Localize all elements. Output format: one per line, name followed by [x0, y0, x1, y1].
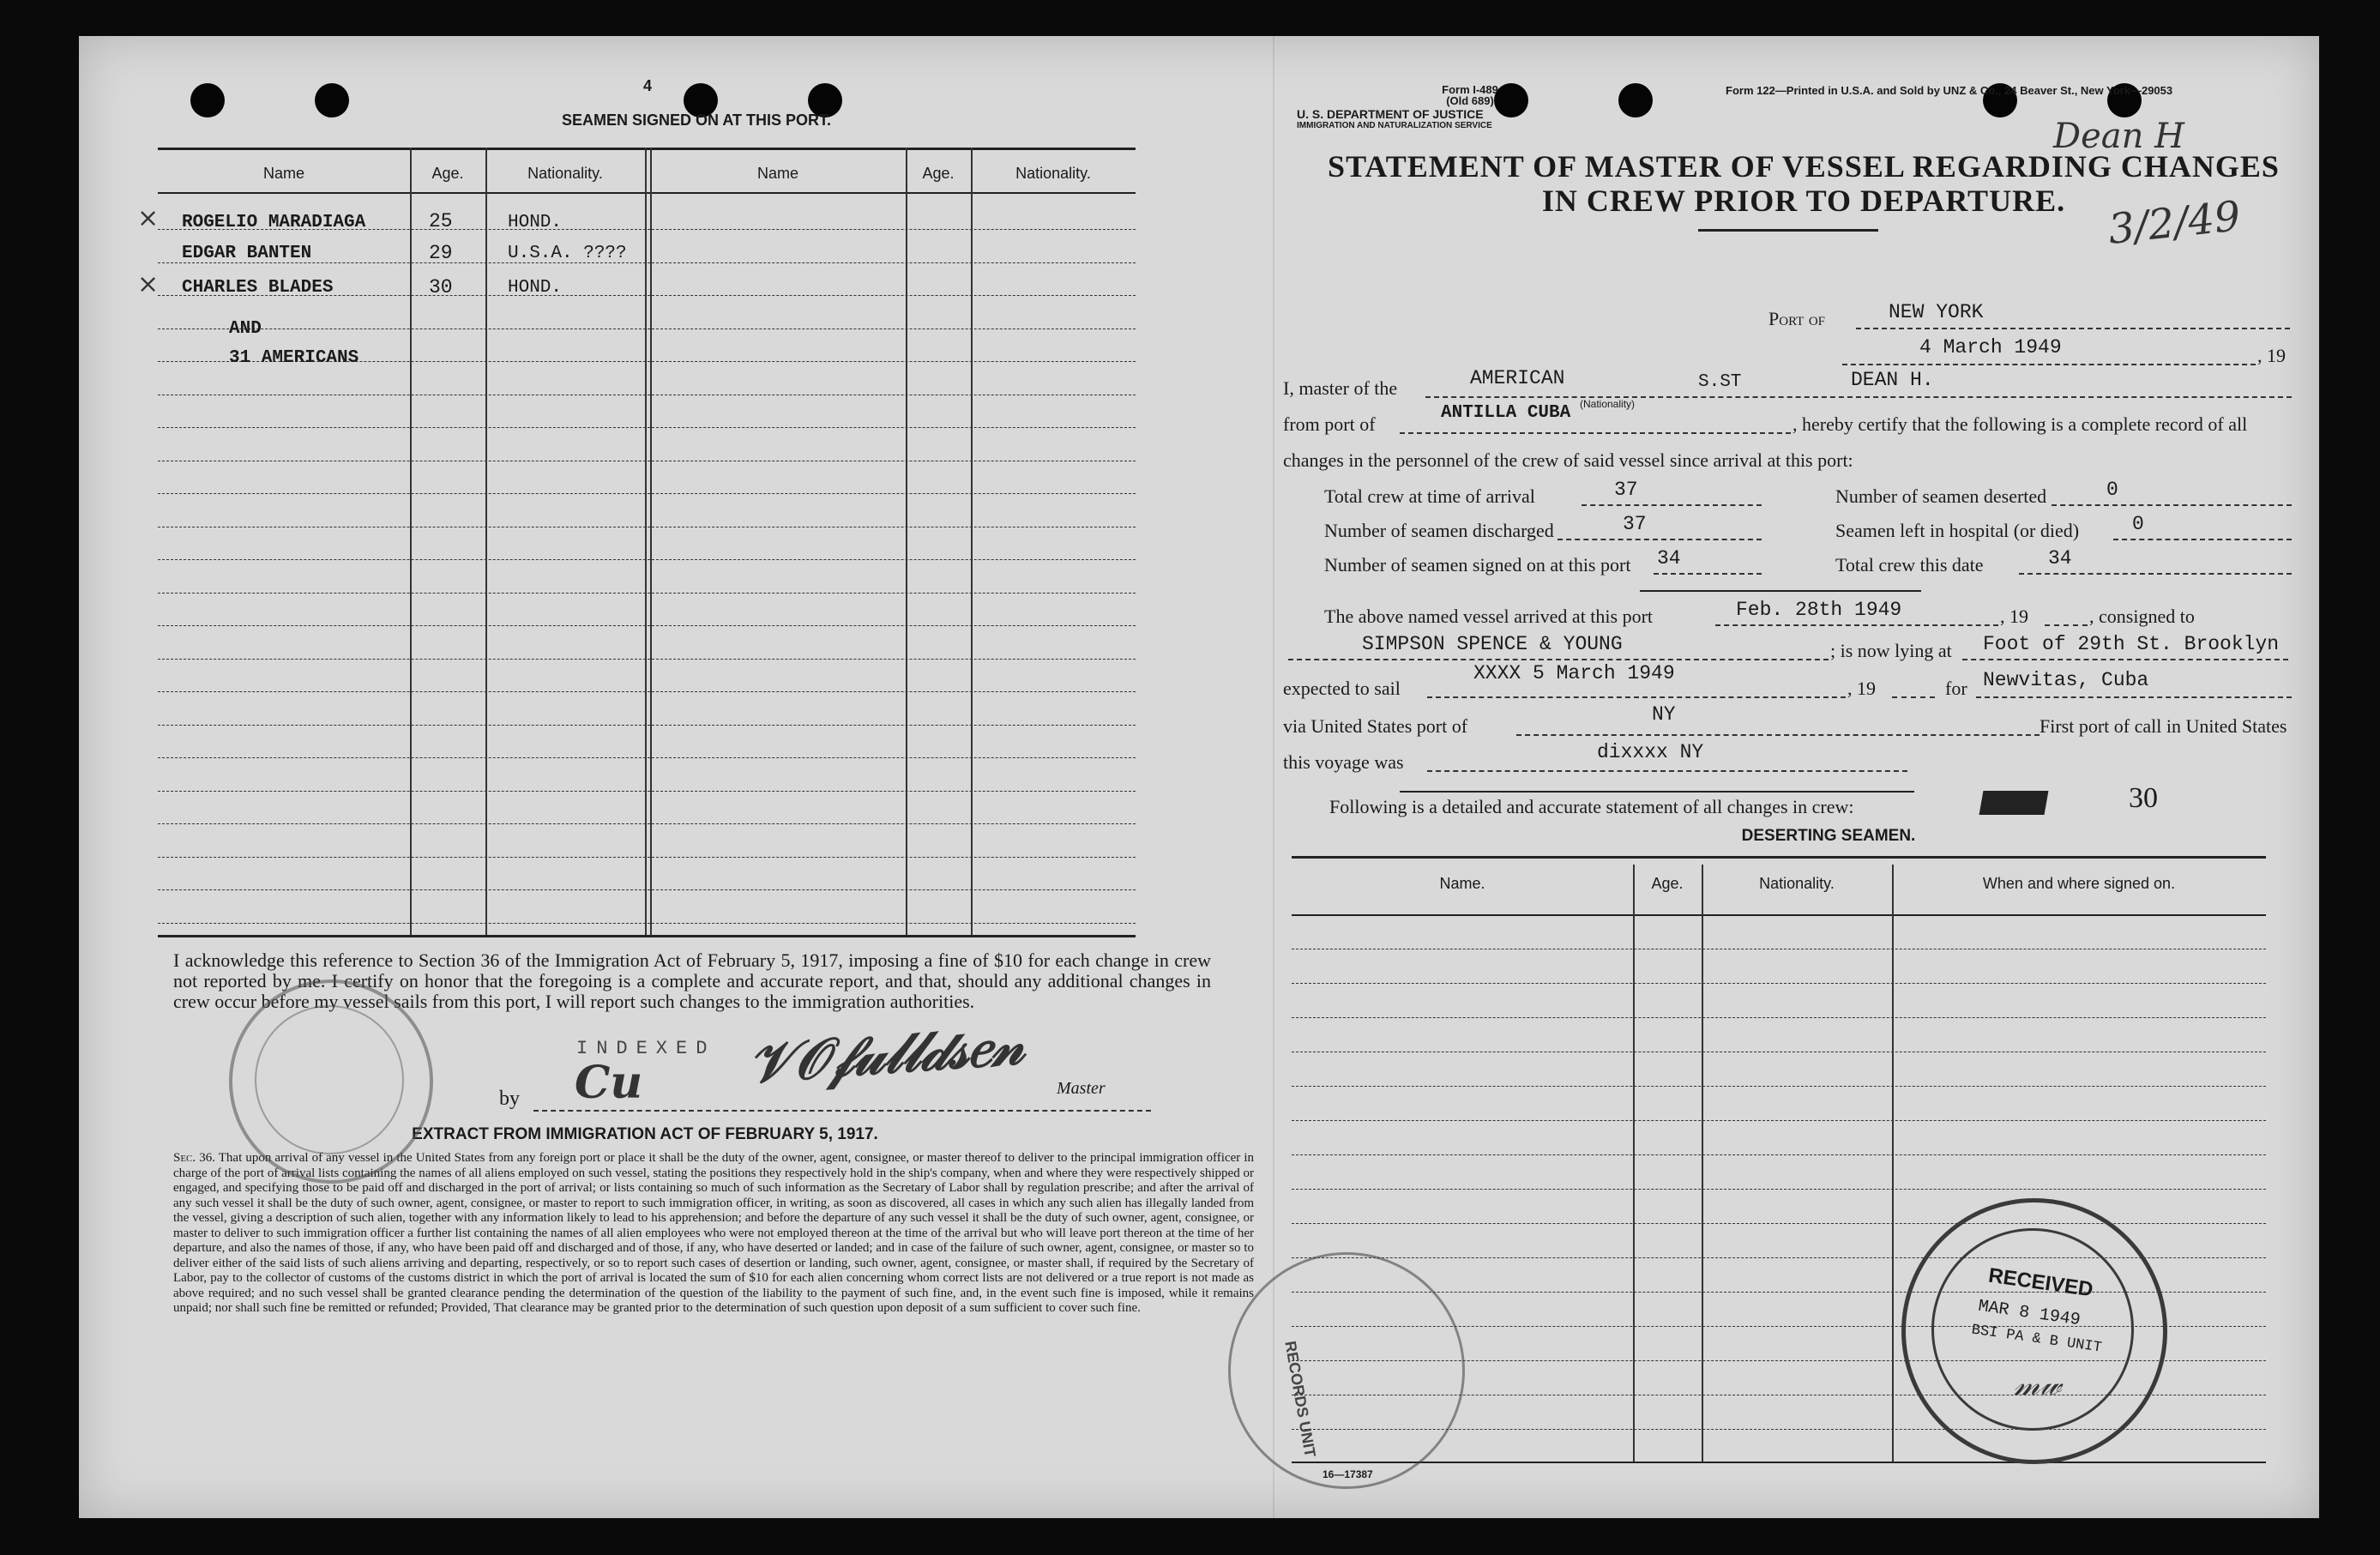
voyage-label: this voyage was: [1283, 751, 1404, 773]
deserting-row-line: [1292, 983, 2266, 984]
signed-on-value: 34: [1657, 547, 1681, 570]
col-header-name: Name: [262, 165, 304, 182]
deserting-row-line: [1292, 1120, 2266, 1121]
deserted-line: [2052, 504, 2292, 506]
table-top-rule: [158, 148, 1136, 150]
check-mark: ×: [137, 203, 160, 233]
changes-count: 30: [2129, 782, 2158, 814]
col-divider: [650, 148, 652, 937]
row-age: 30: [429, 276, 453, 298]
voyage-value: dixxxx NY: [1597, 741, 1704, 763]
title-rule: [1698, 229, 1878, 232]
row-nationality: HOND.: [508, 213, 563, 232]
row-age: 25: [429, 210, 453, 232]
by-label: by: [499, 1088, 520, 1110]
consigned-label: , consigned to: [2089, 606, 2195, 627]
for-line: [1976, 696, 2292, 698]
printer-line: Form 122—Printed in U.S.A. and Sold by UNZ & Co., 24 Beaver St., New York—29053: [1726, 84, 2173, 97]
date-suffix: , 19: [2257, 345, 2286, 366]
changes-text: changes in the personnel of the crew of said vessel since arrival at this port:: [1283, 449, 1853, 471]
date-stamp-left-inner: [255, 1005, 404, 1154]
form-title: [1268, 149, 2340, 218]
col-divider: [645, 148, 647, 937]
date-line: [1842, 364, 2256, 365]
deserted-value: 0: [2106, 479, 2118, 501]
table-row-line: [158, 559, 1136, 560]
form-number-block: [1376, 84, 1564, 106]
deserting-row-line: [1292, 1223, 2266, 1224]
voyage-rule: [1400, 791, 1914, 793]
deserting-col-nationality: Nationality.: [1759, 875, 1835, 892]
title-line-1: STATEMENT OF MASTER OF VESSEL REGARDING CHANGES: [1328, 149, 2280, 184]
handwritten-vessel: Dean H: [2053, 117, 2184, 156]
deserted-label: Number of seamen deserted: [1835, 485, 2047, 507]
discharged-label: Number of seamen discharged: [1324, 520, 1554, 541]
table-row-line: [158, 791, 1136, 792]
col-header-nationality: Nationality.: [527, 165, 603, 182]
table-row-line: [158, 593, 1136, 594]
arrived-value: Feb. 28th 1949: [1736, 599, 1902, 621]
received-initials: 𝓂𝓌: [2014, 1367, 2062, 1402]
total-crew-date-label: Total crew this date: [1835, 554, 1984, 576]
acknowledgment-text: I acknowledge this reference to Section 36 of the Immigration Act of February 5, 1917, imposing a fine of $10 for each change in crew not reported by me. I certify on honor that the foregoing is a complete and accurate report, and that, should any additional changes in crew occur before my vessel sails from this port, I will report such changes to the immigration authorities.: [173, 949, 1211, 1012]
extract-section: Sec. 36.: [173, 1151, 215, 1165]
hospital-line: [2113, 539, 2292, 540]
form-old: (Old 689): [1446, 94, 1494, 107]
deserting-col-divider: [1633, 865, 1635, 1462]
punch-hole: [315, 83, 349, 118]
consignee-line: [1288, 659, 1829, 660]
table-row-line: [158, 328, 1136, 329]
from-port-value: ANTILLA CUBA: [1441, 403, 1571, 423]
row-name: CHARLES BLADES: [182, 278, 334, 298]
port-of-label: Port of: [1768, 308, 1826, 329]
voyage-line: [1427, 770, 1907, 772]
col-header-age: Age.: [431, 165, 464, 182]
port-of-line: [1856, 328, 2290, 329]
nationality-caption: (Nationality): [1580, 398, 1636, 410]
table-row-line: [158, 427, 1136, 428]
via-label: via United States port of: [1283, 715, 1468, 737]
col-header-nationality-2: Nationality.: [1015, 165, 1091, 182]
signature-line: [533, 1110, 1151, 1112]
deserting-row-line: [1292, 1189, 2266, 1190]
date-value: 4 March 1949: [1919, 336, 2062, 359]
indexed-stamp: INDEXED: [576, 1038, 716, 1059]
table-row-line: [158, 757, 1136, 758]
arrived-year-prefix: , 19: [2000, 606, 2028, 627]
table-row-line: [158, 493, 1136, 494]
records-stamp: [1228, 1252, 1465, 1489]
master-label: Master: [1057, 1079, 1106, 1098]
arrived-year-line: [2045, 624, 2088, 626]
table-row-line: [158, 857, 1136, 858]
total-crew-arrival-value: 37: [1614, 479, 1638, 501]
discharged-line: [1558, 539, 1762, 540]
table-row-line: [158, 625, 1136, 626]
received-date: MAR 8 1949: [1976, 1296, 2082, 1331]
signed-on-line: [1654, 573, 1762, 575]
service: IMMIGRATION AND NATURALIZATION SERVICE: [1297, 121, 1492, 130]
expected-year-line: [1892, 696, 1935, 698]
row-name: ROGELIO MARADIAGA: [182, 213, 366, 232]
destination-value: Newvitas, Cuba: [1983, 669, 2149, 691]
signed-on-heading: SEAMEN SIGNED ON AT THIS PORT.: [561, 112, 832, 129]
indexer-initials: Cu: [575, 1057, 643, 1109]
deserting-col-divider: [1892, 865, 1894, 1462]
handwritten-date: 3/2/49: [2106, 192, 2244, 254]
expected-year-prefix: , 19: [1847, 678, 1876, 699]
deserting-row-line: [1292, 1086, 2266, 1087]
arrived-line: [1715, 624, 1998, 626]
lying-value: Foot of 29th St. Brooklyn: [1983, 633, 2280, 655]
following-label: Following is a detailed and accurate statement of all changes in crew:: [1329, 796, 1854, 817]
from-port-label: from port of: [1283, 413, 1376, 435]
row-age: 29: [429, 242, 453, 264]
hospital-value: 0: [2132, 513, 2144, 535]
vessel-type: S.ST: [1698, 372, 1742, 392]
page-number: 4: [643, 77, 653, 94]
expected-value: XXXX 5 March 1949: [1473, 662, 1675, 684]
table-row-line: [158, 659, 1136, 660]
row-nationality: U.S.A. ????: [508, 244, 627, 263]
deserting-col-when-where: When and where signed on.: [1982, 875, 2176, 892]
records-unit-label: RECORDS UNIT: [1281, 1340, 1319, 1459]
first-port-label: First port of call in United States: [2040, 715, 2287, 737]
counts-rule: [1640, 590, 1921, 592]
col-divider: [906, 148, 907, 937]
received-unit: BSI PA & B UNIT: [1970, 1322, 2103, 1357]
total-crew-arrival-label: Total crew at time of arrival: [1324, 485, 1535, 507]
table-row-line: [158, 691, 1136, 692]
nationality-value: AMERICAN: [1470, 367, 1565, 389]
certify-text: , hereby certify that the following is a complete record of all: [1793, 413, 2248, 435]
row-nationality: HOND.: [508, 278, 563, 298]
row-name: 31 AMERICANS: [229, 348, 359, 368]
deserting-bottom-rule: [1292, 1462, 2266, 1463]
expected-line: [1427, 696, 1846, 698]
table-row-line: [158, 725, 1136, 726]
consignee-value: SIMPSON SPENCE & YOUNG: [1362, 633, 1623, 655]
from-port-line: [1400, 432, 1791, 434]
footer-code: 16—17387: [1323, 1468, 1373, 1480]
discharged-value: 37: [1623, 513, 1647, 535]
master-signature: 𝒱𝒪𝒻𝓊𝓁𝓁𝒹𝓈𝑒𝓃: [745, 1012, 1027, 1097]
deserting-row-line: [1292, 1154, 2266, 1155]
deserting-col-divider: [1702, 865, 1703, 1462]
hospital-label: Seamen left in hospital (or died): [1835, 520, 2080, 541]
row-name: AND: [229, 319, 262, 339]
for-label: for: [1945, 678, 1967, 699]
table-row-line: [158, 889, 1136, 890]
lying-label: ; is now lying at: [1830, 640, 1952, 661]
punch-hole: [190, 83, 225, 118]
row-name: EDGAR BANTEN: [182, 244, 312, 263]
deserting-header-rule: [1292, 914, 2266, 916]
via-value: NY: [1652, 703, 1676, 726]
form-number: Form I-489: [1442, 83, 1498, 96]
total-crew-date-line: [2019, 573, 2292, 575]
document-sheet: [79, 36, 2319, 1518]
expected-label: expected to sail: [1283, 678, 1401, 699]
department: U. S. DEPARTMENT OF JUSTICE: [1297, 107, 1484, 121]
title-line-2: IN CREW PRIOR TO DEPARTURE.: [1541, 184, 2066, 218]
deserting-heading: DESERTING SEAMEN.: [1741, 827, 1916, 845]
col-header-age-2: Age.: [922, 165, 955, 182]
via-line: [1516, 734, 2040, 736]
vessel-name: DEAN H.: [1851, 369, 1934, 391]
total-crew-date-value: 34: [2048, 547, 2072, 570]
total-crew-arrival-line: [1582, 504, 1762, 506]
table-row-line: [158, 923, 1136, 924]
check-mark: ×: [137, 269, 160, 299]
department-block: [1297, 108, 1640, 132]
table-row-line: [158, 823, 1136, 824]
received-label: RECEIVED: [1986, 1263, 2095, 1302]
deserting-top-rule: [1292, 856, 2266, 859]
lying-line: [1962, 659, 2288, 660]
arrived-label: The above named vessel arrived at this port: [1324, 606, 1654, 627]
col-divider: [485, 148, 487, 937]
extract-body: That upon arrival of any vessel in the United States from any foreign port or place it shall be the duty of the owner, agent, consignee, or master thereof to deliver to the principal immigration officer in charge of the port of arrival lists containing the names of all aliens employed on such vessel, stating the positions they respectively hold in the ship's company, when and where they were respectively shipped or engaged, and specifying those to be paid off and discharged in the port of arrival; or lists containing so much of such information as the Secretary of Labor shall by regulation prescribe; and after the arrival of any such vessel it shall be the duty of such owner, agent, consignee, or master to report to such immigration officer, in writing, as soon as discovered, all cases in which any such alien has illegally landed from the vessel, giving a description of such alien, together with any information likely to lead to his apprehension; and before the departure of any such vessel it shall be the duty of such owner, agent, consignee, or master to deliver to such immigration officer a further list containing the names of all alien employees who were not employed thereon at the time of the arrival but who will leave port thereon at the time of her departure, and also the names of those, if any, who have been paid off and discharged and of those, if any, who have deserted or landed; and in case of the failure of such owner, agent, consignee, or master so to deliver either of the said lists of such aliens arriving and departing, respectively, or so to report such cases of desertion or landing, such owner, agent, consignee, or master shall, if required by the Secretary of Labor, pay to the collector of customs of the customs district in which the port of arrival is located the sum of $10 for each alien concerning whom correct lists are not delivered or a true report is not made as above required; and no such vessel shall be granted clearance pending the determination of the question of the liability to the payment of such fine, and, in the event such fine is imposed, while it remains unpaid; nor shall such fine be remitted or refunded; Provided, That clearance may be granted prior to the determination of such question upon deposit of a sum sufficient to cover such fine.: [173, 1151, 1254, 1315]
signed-on-label: Number of seamen signed on at this port: [1324, 554, 1631, 576]
table-header-rule: [158, 192, 1136, 194]
port-of-value: NEW YORK: [1889, 301, 1984, 323]
deserting-row-line: [1292, 1017, 2266, 1018]
extract-title: EXTRACT FROM IMMIGRATION ACT OF FEBRUARY 5, 1917.: [412, 1125, 878, 1143]
col-divider: [410, 148, 412, 937]
deserting-col-age: Age.: [1651, 875, 1684, 892]
redaction-mark: [1979, 791, 2049, 815]
deserting-col-name: Name.: [1439, 875, 1485, 892]
master-of-label: I, master of the: [1283, 377, 1398, 399]
master-of-line: [1425, 396, 2292, 398]
table-bottom-rule: [158, 935, 1136, 937]
col-header-name-2: Name: [756, 165, 798, 182]
col-divider: [971, 148, 973, 937]
